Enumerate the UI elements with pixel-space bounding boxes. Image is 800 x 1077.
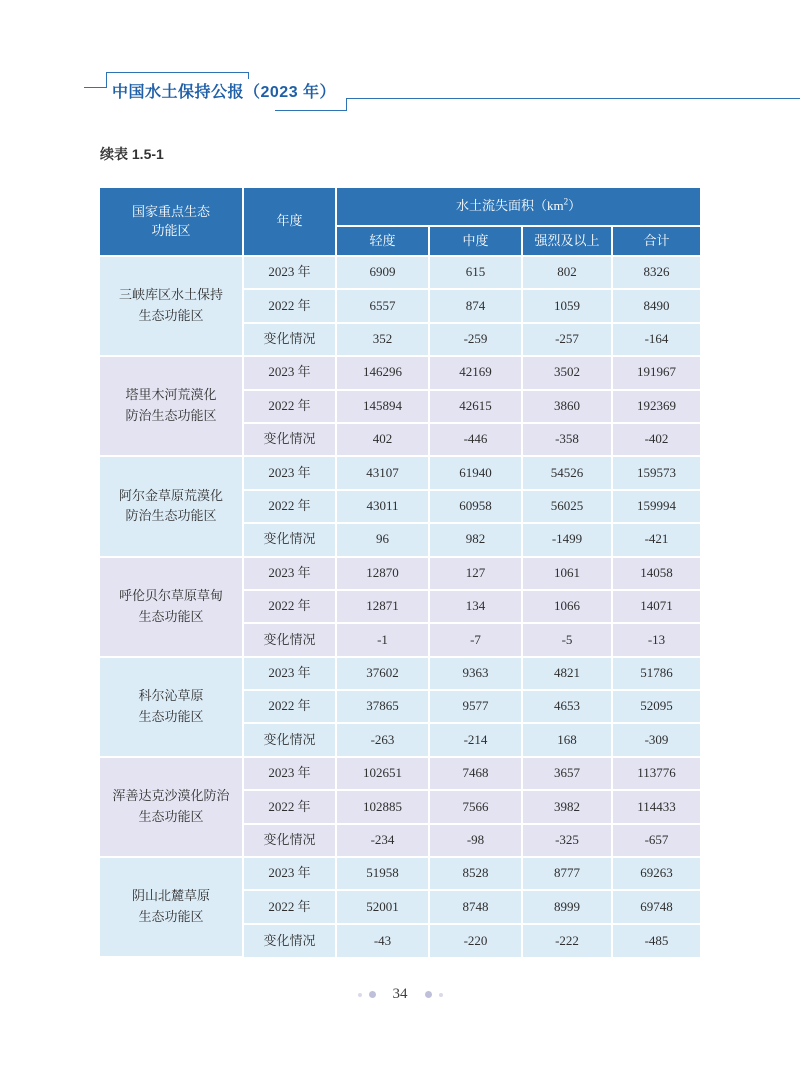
value-cell: 52001 bbox=[336, 890, 429, 923]
footer-dot-small-right bbox=[439, 993, 443, 997]
value-cell: -257 bbox=[522, 323, 612, 356]
value-cell: -1 bbox=[336, 623, 429, 656]
value-cell: -222 bbox=[522, 924, 612, 957]
value-cell: 8748 bbox=[429, 890, 522, 923]
document-title: 中国水土保持公报（2023 年） bbox=[112, 84, 337, 101]
year-cell: 变化情况 bbox=[243, 423, 336, 456]
value-cell: -164 bbox=[612, 323, 700, 356]
value-cell: 8999 bbox=[522, 890, 612, 923]
value-cell: 3860 bbox=[522, 390, 612, 423]
value-cell: 114433 bbox=[612, 790, 700, 823]
year-cell: 2023 年 bbox=[243, 857, 336, 890]
value-cell: -13 bbox=[612, 623, 700, 656]
value-cell: -5 bbox=[522, 623, 612, 656]
value-cell: 9577 bbox=[429, 690, 522, 723]
value-cell: 60958 bbox=[429, 490, 522, 523]
value-cell: -309 bbox=[612, 723, 700, 756]
area-header-close-paren: ） bbox=[568, 198, 582, 214]
col-header-zone bbox=[100, 188, 243, 256]
value-cell: 1059 bbox=[522, 289, 612, 322]
value-cell: 102885 bbox=[336, 790, 429, 823]
page-footer bbox=[0, 986, 800, 1003]
value-cell: 42615 bbox=[429, 390, 522, 423]
value-cell: 6909 bbox=[336, 256, 429, 289]
value-cell: 3502 bbox=[522, 356, 612, 389]
table-row bbox=[100, 356, 700, 389]
value-cell: -402 bbox=[612, 423, 700, 456]
value-cell: 3982 bbox=[522, 790, 612, 823]
value-cell: 56025 bbox=[522, 490, 612, 523]
value-cell: -446 bbox=[429, 423, 522, 456]
header-rule-under-title bbox=[275, 110, 347, 111]
year-cell: 2022 年 bbox=[243, 490, 336, 523]
zone-name-cell: 呼伦贝尔草原草甸 生态功能区 bbox=[100, 557, 243, 657]
area-header-text: 水土流失面积（km bbox=[455, 198, 564, 214]
value-cell: -485 bbox=[612, 924, 700, 957]
col-header-moderate: 中度 bbox=[429, 226, 522, 256]
value-cell: 8326 bbox=[612, 256, 700, 289]
value-cell: 874 bbox=[429, 289, 522, 322]
table-header-row-1 bbox=[100, 188, 700, 226]
zone-name-cell: 三峡库区水土保持 生态功能区 bbox=[100, 256, 243, 356]
value-cell: -220 bbox=[429, 924, 522, 957]
col-header-total: 合计 bbox=[612, 226, 700, 256]
zone-name-cell: 阴山北麓草原 生态功能区 bbox=[100, 857, 243, 957]
value-cell: 615 bbox=[429, 256, 522, 289]
year-cell: 2022 年 bbox=[243, 690, 336, 723]
header-rule-top-tick bbox=[248, 72, 249, 79]
value-cell: 191967 bbox=[612, 356, 700, 389]
value-cell: 61940 bbox=[429, 456, 522, 489]
year-cell: 变化情况 bbox=[243, 723, 336, 756]
col-header-light: 轻度 bbox=[336, 226, 429, 256]
value-cell: 145894 bbox=[336, 390, 429, 423]
value-cell: 802 bbox=[522, 256, 612, 289]
value-cell: 6557 bbox=[336, 289, 429, 322]
table-body bbox=[100, 256, 700, 957]
value-cell: 134 bbox=[429, 590, 522, 623]
value-cell: 12870 bbox=[336, 557, 429, 590]
zone-name-cell: 塔里木河荒漠化 防治生态功能区 bbox=[100, 356, 243, 456]
col-header-zone-line2: 功能区 bbox=[151, 222, 191, 238]
value-cell: 146296 bbox=[336, 356, 429, 389]
value-cell: 8777 bbox=[522, 857, 612, 890]
value-cell: 113776 bbox=[612, 757, 700, 790]
zone-name-cell: 阿尔金草原荒漠化 防治生态功能区 bbox=[100, 456, 243, 556]
year-cell: 2022 年 bbox=[243, 790, 336, 823]
year-cell: 变化情况 bbox=[243, 523, 336, 556]
year-cell: 变化情况 bbox=[243, 623, 336, 656]
value-cell: -7 bbox=[429, 623, 522, 656]
value-cell: -259 bbox=[429, 323, 522, 356]
year-cell: 2023 年 bbox=[243, 256, 336, 289]
year-cell: 2023 年 bbox=[243, 557, 336, 590]
year-cell: 2023 年 bbox=[243, 757, 336, 790]
year-cell: 2022 年 bbox=[243, 390, 336, 423]
value-cell: 168 bbox=[522, 723, 612, 756]
value-cell: 43011 bbox=[336, 490, 429, 523]
value-cell: 402 bbox=[336, 423, 429, 456]
value-cell: -1499 bbox=[522, 523, 612, 556]
col-header-zone-line1: 国家重点生态 bbox=[131, 203, 210, 219]
footer-dot-large-right bbox=[425, 991, 432, 998]
value-cell: 9363 bbox=[429, 657, 522, 690]
zone-name-cell: 科尔沁草原 生态功能区 bbox=[100, 657, 243, 757]
value-cell: 42169 bbox=[429, 356, 522, 389]
value-cell: -325 bbox=[522, 824, 612, 857]
header-rule-right-vertical bbox=[346, 98, 347, 111]
col-header-year: 年度 bbox=[243, 188, 336, 256]
value-cell: 102651 bbox=[336, 757, 429, 790]
zone-name-cell: 浑善达克沙漠化防治 生态功能区 bbox=[100, 757, 243, 857]
value-cell: 127 bbox=[429, 557, 522, 590]
value-cell: 159994 bbox=[612, 490, 700, 523]
value-cell: 69263 bbox=[612, 857, 700, 890]
value-cell: 14071 bbox=[612, 590, 700, 623]
header-rule-left-vertical bbox=[106, 72, 107, 88]
value-cell: 52095 bbox=[612, 690, 700, 723]
year-cell: 2023 年 bbox=[243, 356, 336, 389]
col-header-area-group bbox=[336, 188, 700, 226]
value-cell: 4653 bbox=[522, 690, 612, 723]
table-row bbox=[100, 557, 700, 590]
value-cell: 51786 bbox=[612, 657, 700, 690]
value-cell: 69748 bbox=[612, 890, 700, 923]
value-cell: 3657 bbox=[522, 757, 612, 790]
header-rule-top bbox=[106, 72, 249, 73]
year-cell: 2022 年 bbox=[243, 590, 336, 623]
footer-dot-small-left bbox=[358, 993, 362, 997]
table-row bbox=[100, 456, 700, 489]
value-cell: 159573 bbox=[612, 456, 700, 489]
header-rule-dash bbox=[84, 87, 106, 88]
value-cell: 37602 bbox=[336, 657, 429, 690]
footer-dot-large-left bbox=[369, 991, 376, 998]
value-cell: 54526 bbox=[522, 456, 612, 489]
value-cell: -234 bbox=[336, 824, 429, 857]
value-cell: -43 bbox=[336, 924, 429, 957]
value-cell: 37865 bbox=[336, 690, 429, 723]
year-cell: 2023 年 bbox=[243, 657, 336, 690]
value-cell: 12871 bbox=[336, 590, 429, 623]
table-row bbox=[100, 857, 700, 890]
header-rule-right bbox=[346, 98, 800, 99]
value-cell: 8490 bbox=[612, 289, 700, 322]
year-cell: 变化情况 bbox=[243, 924, 336, 957]
erosion-area-table bbox=[100, 188, 700, 958]
value-cell: 51958 bbox=[336, 857, 429, 890]
value-cell: 7566 bbox=[429, 790, 522, 823]
page-number: 34 bbox=[392, 986, 408, 1002]
value-cell: -358 bbox=[522, 423, 612, 456]
value-cell: 7468 bbox=[429, 757, 522, 790]
value-cell: 192369 bbox=[612, 390, 700, 423]
value-cell: -421 bbox=[612, 523, 700, 556]
value-cell: 96 bbox=[336, 523, 429, 556]
table-row bbox=[100, 256, 700, 289]
value-cell: -214 bbox=[429, 723, 522, 756]
col-header-intense-and-above: 强烈及以上 bbox=[522, 226, 612, 256]
value-cell: 43107 bbox=[336, 456, 429, 489]
table-row bbox=[100, 757, 700, 790]
year-cell: 2023 年 bbox=[243, 456, 336, 489]
value-cell: 14058 bbox=[612, 557, 700, 590]
table-caption: 续表 1.5-1 bbox=[100, 146, 164, 162]
year-cell: 变化情况 bbox=[243, 323, 336, 356]
value-cell: 1061 bbox=[522, 557, 612, 590]
value-cell: -263 bbox=[336, 723, 429, 756]
year-cell: 2022 年 bbox=[243, 890, 336, 923]
table-row bbox=[100, 657, 700, 690]
value-cell: 1066 bbox=[522, 590, 612, 623]
value-cell: 4821 bbox=[522, 657, 612, 690]
value-cell: 982 bbox=[429, 523, 522, 556]
year-cell: 变化情况 bbox=[243, 824, 336, 857]
value-cell: -98 bbox=[429, 824, 522, 857]
area-header-superscript: 2 bbox=[563, 196, 569, 207]
value-cell: 352 bbox=[336, 323, 429, 356]
value-cell: 8528 bbox=[429, 857, 522, 890]
value-cell: -657 bbox=[612, 824, 700, 857]
year-cell: 2022 年 bbox=[243, 289, 336, 322]
